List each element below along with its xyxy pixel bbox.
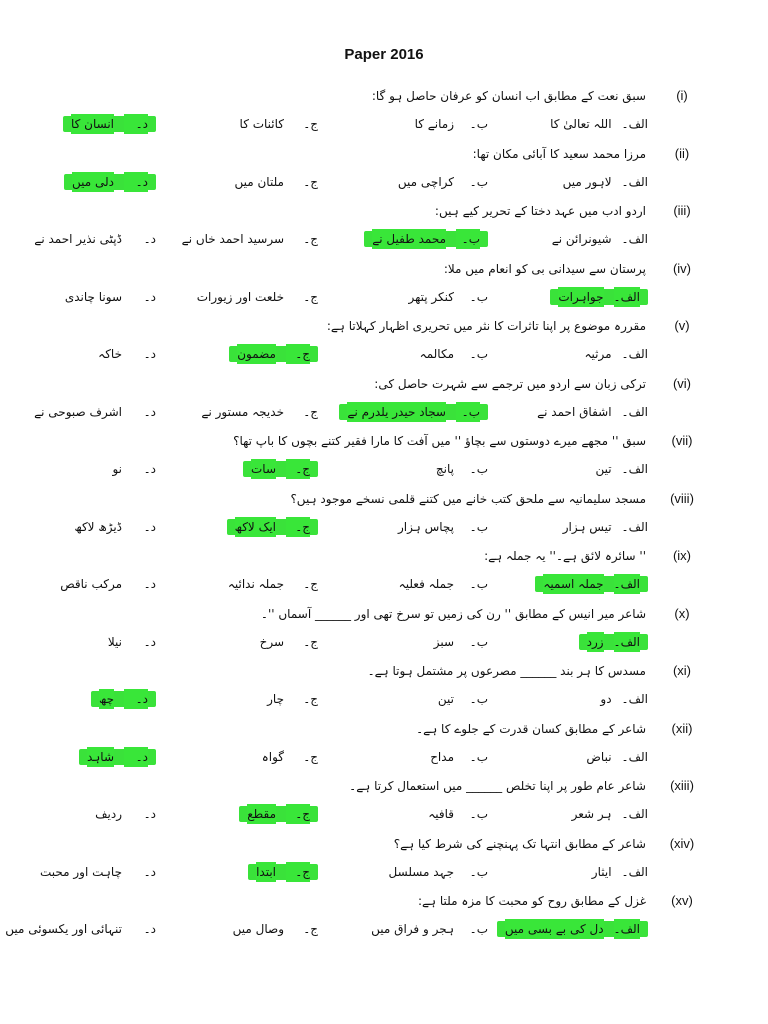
option-wrapper (5, 922, 156, 936)
option-wrapper (229, 346, 318, 362)
correct-answer-option (508, 287, 648, 307)
option-wrapper (74, 520, 156, 534)
answer-option (338, 517, 488, 537)
question-text: غزل کے مطابق روح کو محبت کا مزہ ملتا ہے: (417, 894, 646, 908)
option-label: الف۔ (621, 692, 648, 706)
option-wrapper (40, 865, 156, 879)
option-wrapper (267, 692, 318, 706)
answer-option (338, 862, 488, 882)
option-label: ب۔ (456, 229, 480, 249)
option-text: مداح (430, 749, 454, 764)
answer-option (508, 114, 648, 134)
answer-option (26, 804, 156, 824)
option-label: ج۔ (303, 749, 318, 764)
option-wrapper (398, 520, 488, 534)
option-wrapper (243, 461, 318, 477)
option-text: چار (267, 692, 284, 706)
option-text: ڈیڑھ لاکھ (74, 519, 122, 534)
option-wrapper (201, 405, 318, 419)
correct-answer-option (508, 574, 648, 594)
correct-answer-option (168, 804, 318, 824)
answer-option (338, 172, 488, 192)
option-wrapper (235, 175, 319, 189)
option-text: ایک لاکھ (235, 517, 276, 537)
answer-option (338, 114, 488, 134)
question-item (0, 776, 768, 834)
option-label: د۔ (143, 232, 156, 246)
question-item (0, 374, 768, 432)
option-wrapper (428, 807, 488, 821)
option-text: انسان کا (71, 114, 114, 134)
option-wrapper (371, 922, 488, 936)
option-label: الف۔ (621, 462, 648, 476)
option-label: ج۔ (286, 344, 310, 364)
option-wrapper (535, 576, 648, 592)
question-number: (xv) (671, 893, 693, 908)
option-label: د۔ (143, 347, 156, 361)
option-label: ب۔ (469, 174, 488, 189)
answer-option (338, 574, 488, 594)
correct-answer-option (26, 747, 156, 767)
correct-answer-option (168, 459, 318, 479)
option-label: الف۔ (621, 117, 648, 131)
question-text: شاعر عام طور پر اپنا تخلص ______ میں استعمال کرتا ہے۔ (349, 779, 646, 793)
option-text: پانچ (435, 462, 454, 476)
option-label: الف۔ (621, 749, 648, 764)
correct-answer-option (168, 517, 318, 537)
option-label: الف۔ (614, 287, 640, 307)
option-label: الف۔ (614, 919, 640, 939)
question-number: (xiv) (669, 835, 695, 851)
answer-option (168, 574, 318, 594)
option-label: ب۔ (469, 289, 488, 304)
option-text: خدیجہ مستور نے (201, 404, 284, 419)
option-text: سجاد حیدر یلدرم نے (347, 402, 446, 422)
option-text: تیس ہزار (562, 519, 612, 534)
answer-option (338, 459, 488, 479)
option-text: دل کی بے بسی میں (505, 919, 604, 939)
question-item (0, 144, 768, 202)
correct-answer-option (338, 229, 488, 249)
option-wrapper (63, 116, 156, 132)
option-label: د۔ (124, 114, 148, 134)
option-text: مرکب ناقص (60, 577, 122, 591)
answer-option (168, 287, 318, 307)
option-wrapper (239, 806, 318, 822)
answer-option (168, 402, 318, 422)
option-label: ب۔ (469, 347, 488, 361)
question-item (0, 546, 768, 604)
option-wrapper (240, 117, 318, 131)
option-text: ہر شعر (571, 807, 612, 821)
answer-option (26, 402, 156, 422)
option-label: ج۔ (286, 517, 310, 537)
option-text: کراچی میں (397, 174, 454, 189)
answer-option (508, 862, 648, 882)
option-text: اشرف صبوحی نے (34, 404, 122, 419)
question-item (0, 834, 768, 892)
question-number: (vi) (672, 375, 692, 391)
option-label: الف۔ (621, 174, 648, 189)
question-text: شاعر میر انیس کے مطابق '' رن کی زمیں تو سرخ تھی اور ______ آسماں ''۔ (260, 606, 646, 621)
option-wrapper (550, 289, 648, 305)
question-number: (iii) (673, 203, 691, 218)
option-label: الف۔ (621, 807, 648, 821)
option-text: سرخ (259, 634, 284, 649)
option-text: ردیف (95, 807, 122, 821)
option-wrapper (233, 922, 318, 936)
option-label: ب۔ (469, 922, 488, 936)
option-label: ج۔ (303, 577, 318, 591)
correct-answer-option (338, 402, 488, 422)
question-text: اردو ادب میں عہد دختا کے تحریر کیے ہیں: (434, 204, 646, 218)
answer-option (26, 517, 156, 537)
question-text: سبق '' مجھے میرے دوستوں سے بچاؤ '' میں آفت کا مارا فقیر کتنے بچوں کا باپ تھا؟ (233, 434, 646, 448)
option-text: قافیہ (428, 807, 454, 821)
question-item (0, 719, 768, 777)
page-title: Paper 2016 (344, 46, 424, 63)
answer-option (338, 344, 488, 364)
option-text: دلی میں (72, 172, 114, 192)
option-text: خاکہ (98, 347, 122, 361)
option-wrapper (592, 865, 648, 879)
option-wrapper (108, 635, 156, 649)
question-text: مسدس کا ہر بند ______ مصرعوں پر مشتمل ہوتا ہے۔ (367, 664, 646, 678)
option-wrapper (436, 462, 488, 476)
correct-answer-option (504, 919, 648, 939)
option-wrapper (595, 462, 648, 476)
option-text: ابتدا (256, 862, 276, 882)
option-wrapper (262, 750, 318, 764)
option-wrapper (563, 175, 648, 189)
option-label: د۔ (143, 462, 156, 476)
option-wrapper (34, 232, 156, 246)
option-label: ب۔ (469, 462, 488, 476)
option-wrapper (364, 231, 488, 247)
question-number: (vii) (671, 433, 693, 448)
option-label: ج۔ (286, 804, 310, 824)
question-text: شاعر کے مطابق کسان قدرت کے جلوے کا ہے۔ (416, 721, 646, 736)
option-text: جواہرات (558, 287, 603, 307)
option-text: محمد طفیل نے (372, 229, 446, 249)
option-text: کنکر پتھر (408, 289, 454, 304)
option-wrapper (79, 749, 156, 765)
option-text: گواہ (261, 749, 284, 764)
option-text: مضمون (237, 344, 276, 364)
question-number: (x) (674, 605, 690, 621)
answer-option (26, 632, 156, 652)
option-text: جہد مسلسل (388, 864, 454, 879)
answer-option (508, 229, 648, 249)
option-text: شاہد (87, 747, 114, 767)
question-number: (i) (676, 88, 688, 103)
option-label: الف۔ (621, 232, 648, 246)
option-wrapper (91, 691, 156, 707)
answer-option (168, 229, 318, 249)
question-item (0, 489, 768, 547)
question-text: ترکی زبان سے اردو میں ترجمے سے شہرت حاصل کی: (374, 376, 646, 391)
option-wrapper (399, 577, 488, 591)
option-wrapper (550, 117, 648, 131)
option-label: د۔ (143, 577, 156, 591)
answer-option (508, 459, 648, 479)
option-label: ج۔ (303, 922, 318, 936)
option-wrapper (227, 519, 318, 535)
option-label: ب۔ (469, 117, 488, 131)
question-item (0, 201, 768, 259)
answer-option (168, 747, 318, 767)
answer-option (508, 402, 648, 422)
option-text: اللہ تعالیٰ کا (550, 117, 612, 131)
option-label: ب۔ (469, 692, 488, 706)
answer-option (5, 919, 156, 939)
option-label: د۔ (143, 404, 156, 419)
option-text: ملتان میں (234, 174, 284, 189)
question-number: (xi) (672, 663, 692, 678)
option-wrapper (389, 865, 488, 879)
option-label: ج۔ (303, 232, 318, 246)
option-wrapper (64, 174, 156, 190)
option-label: الف۔ (614, 574, 640, 594)
question-text: شاعر کے مطابق انتہا تک پہنچنے کی شرط کیا ہے؟ (393, 836, 646, 851)
answer-option (168, 172, 318, 192)
option-text: وصال میں (232, 922, 284, 936)
option-text: مرثیہ (584, 347, 612, 361)
option-text: ہجر و فراق میں (371, 922, 454, 936)
option-label: الف۔ (621, 404, 648, 419)
question-number: (xiii) (670, 778, 694, 793)
answer-option (26, 287, 156, 307)
answer-option (338, 747, 488, 767)
question-text: مرزا محمد سعید کا آبائی مکان تھا: (472, 146, 646, 161)
option-wrapper (408, 290, 488, 304)
option-label: د۔ (124, 689, 148, 709)
question-number: (ix) (672, 548, 692, 563)
option-label: ج۔ (303, 404, 318, 419)
answer-option (168, 114, 318, 134)
answer-option (338, 919, 488, 939)
option-label: ب۔ (456, 402, 480, 422)
question-text: سبق نعت کے مطابق اب انسان کو عرفان حاصل ہو گا: (371, 89, 646, 103)
option-wrapper (586, 750, 648, 764)
correct-answer-option (26, 689, 156, 709)
option-text: سرسید احمد خاں نے (181, 232, 284, 246)
answer-option (508, 172, 648, 192)
answer-option (26, 459, 156, 479)
option-label: د۔ (143, 289, 156, 304)
option-text: کائنات کا (239, 117, 284, 131)
option-label: ج۔ (286, 862, 310, 882)
option-wrapper (398, 175, 488, 189)
option-label: الف۔ (614, 632, 640, 652)
answer-option (168, 919, 318, 939)
option-wrapper (579, 634, 648, 650)
question-item (0, 661, 768, 719)
option-text: سونا چاندی (64, 289, 122, 304)
option-label: الف۔ (621, 347, 648, 361)
answer-option (338, 287, 488, 307)
option-wrapper (434, 635, 488, 649)
answer-option (168, 632, 318, 652)
option-wrapper (182, 232, 318, 246)
option-label: ب۔ (469, 864, 488, 879)
option-label: د۔ (143, 807, 156, 821)
answer-option (338, 804, 488, 824)
option-text: چاہت اور محبت (39, 864, 122, 879)
option-wrapper (563, 520, 648, 534)
correct-answer-option (26, 114, 156, 134)
question-item (0, 891, 768, 949)
option-label: الف۔ (621, 519, 648, 534)
option-wrapper (112, 462, 156, 476)
option-label: الف۔ (621, 864, 648, 879)
option-text: زرد (587, 632, 604, 652)
option-label: ج۔ (303, 692, 318, 706)
option-text: نو (112, 462, 122, 476)
option-text: زمانے کا (414, 117, 454, 131)
option-text: سات (251, 459, 276, 479)
option-text: تنہائی اور یکسوئی میں (5, 922, 122, 936)
question-item (0, 259, 768, 317)
option-label: د۔ (143, 922, 156, 936)
option-text: مقطع (247, 804, 276, 824)
option-wrapper (98, 347, 156, 361)
option-label: د۔ (124, 172, 148, 192)
question-number: (iv) (672, 260, 692, 276)
option-text: تین (595, 462, 612, 476)
option-text: جملہ اسمیہ (543, 574, 603, 594)
option-wrapper (248, 864, 318, 880)
question-item (0, 431, 768, 489)
option-label: د۔ (143, 864, 156, 879)
correct-answer-option (508, 632, 648, 652)
option-wrapper (438, 692, 488, 706)
option-wrapper (600, 692, 648, 706)
option-label: ج۔ (286, 459, 310, 479)
question-number: (ii) (674, 145, 690, 161)
option-wrapper (537, 405, 648, 419)
option-wrapper (60, 577, 156, 591)
option-text: نباض (586, 749, 612, 764)
option-text: ایثار (591, 864, 612, 879)
question-number: (viii) (670, 490, 694, 506)
option-text: جملہ فعلیہ (398, 577, 454, 591)
option-label: ب۔ (469, 519, 488, 534)
option-text: پچاس ہزار (398, 519, 454, 534)
answer-option (338, 632, 488, 652)
option-label: ج۔ (303, 174, 318, 189)
option-wrapper (339, 404, 488, 420)
question-item (0, 316, 768, 374)
question-number: (xii) (671, 720, 693, 736)
option-label: ج۔ (303, 289, 318, 304)
option-label: ب۔ (469, 807, 488, 821)
question-text: مسجد سلیمانیہ سے ملحق کتب خانے میں کتنے قلمی نسخے موجود ہیں؟ (290, 491, 646, 506)
option-label: ب۔ (469, 577, 488, 591)
option-label: ب۔ (469, 634, 488, 649)
answer-option (26, 862, 156, 882)
option-label: د۔ (143, 634, 156, 649)
answer-option (508, 747, 648, 767)
option-wrapper (420, 347, 488, 361)
answer-option (26, 344, 156, 364)
option-text: اشفاق احمد نے (537, 404, 612, 419)
option-wrapper (497, 921, 648, 937)
option-wrapper (197, 290, 318, 304)
option-text: شیونرائن نے (551, 232, 612, 246)
option-text: لاہور میں (562, 174, 612, 189)
option-text: مکالمہ (419, 347, 454, 361)
correct-answer-option (26, 172, 156, 192)
option-text: جملہ ندائیہ (227, 577, 284, 591)
question-text: مقررہ موضوع پر اپنا تاثرات کا نثر میں تحریری اظہار کہلاتا ہے: (326, 319, 646, 333)
question-item (0, 604, 768, 662)
option-label: ج۔ (303, 117, 318, 131)
option-wrapper (572, 807, 648, 821)
option-text: نیلا (107, 634, 122, 649)
answer-option (508, 344, 648, 364)
answer-option (508, 804, 648, 824)
option-text: سبز (433, 634, 454, 649)
answer-option (26, 229, 156, 249)
answer-option (338, 689, 488, 709)
answer-option (168, 689, 318, 709)
option-label: د۔ (124, 747, 148, 767)
answer-option (508, 689, 648, 709)
option-wrapper (552, 232, 648, 246)
option-wrapper (95, 807, 156, 821)
option-text: خلعت اور زیورات (196, 289, 284, 304)
option-text: دو (600, 692, 612, 706)
option-wrapper (34, 405, 156, 419)
question-item (0, 86, 768, 144)
option-text: تین (437, 692, 454, 706)
correct-answer-option (168, 862, 318, 882)
option-label: د۔ (143, 519, 156, 534)
option-text: چھ (99, 689, 114, 709)
answer-option (26, 574, 156, 594)
answer-option (508, 517, 648, 537)
option-wrapper (65, 290, 156, 304)
option-wrapper (260, 635, 318, 649)
option-label: ج۔ (303, 634, 318, 649)
question-text: پرستان سے سیدانی بی کو انعام میں ملا: (443, 261, 646, 276)
question-number: (v) (674, 318, 690, 333)
correct-answer-option (168, 344, 318, 364)
option-wrapper (430, 750, 488, 764)
option-label: ب۔ (469, 749, 488, 764)
option-wrapper (585, 347, 649, 361)
option-wrapper (415, 117, 488, 131)
option-text: ڈپٹی نذیر احمد نے (34, 232, 122, 246)
option-wrapper (228, 577, 318, 591)
question-text: '' سائرہ لائق ہے۔'' یہ جملہ ہے: (484, 549, 646, 563)
